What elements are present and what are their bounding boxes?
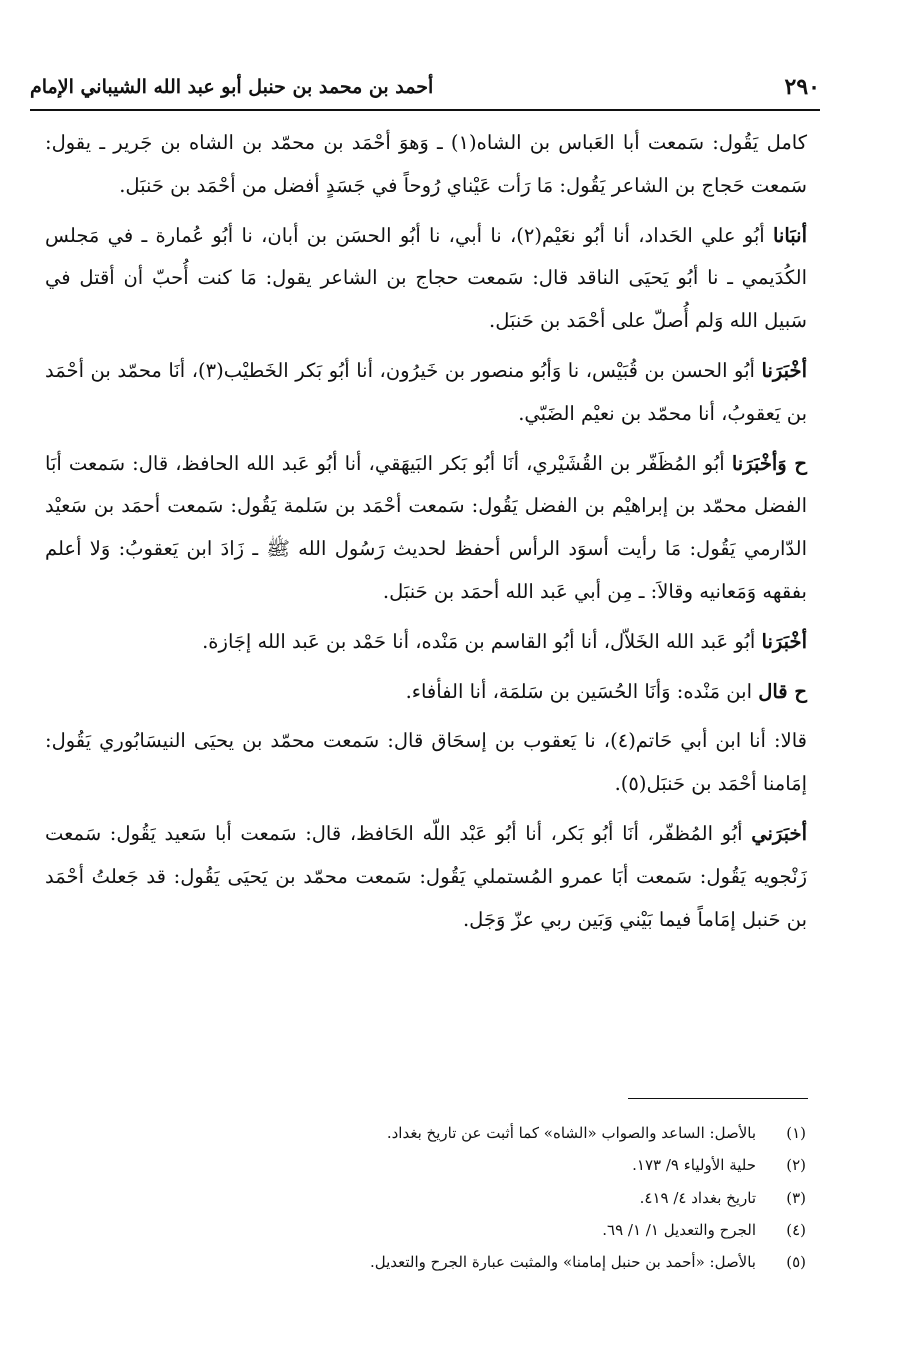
footnote [200, 1214, 806, 1246]
paragraph-text: كامل يَقُول: سَمعت أبا العَباس بن الشاه(١) ـ وَهوَ أحْمَد بن محمّد بن الشاه بن جَرير ـ يقول: سَمعت حَجاج بن الشاعر يَقُول: مَا رَأت عَيْناي رُوحاً في جَسَدٍ أفضل من أحْمَد بن حَنبَل. [45, 131, 808, 197]
page-number: ٢٩٠ [784, 74, 820, 100]
footnote-number: (١) [786, 1124, 806, 1143]
paragraph-text: أبُو المُظفّر، أنَا أبُو بَكر، أنا أبُو عَبْد اللّه الحَافظ، قال: سَمعت أبا سَعيد يَقُول: سَمعت زَنْجويه يَقُول: سَمعت أبَا عمرو المُستملي يَقُول: سَمعت محمّد بن يَحيَى يَقُول: قد جَعلتُ أحْمَد بن حَنبل إمَاماً فيما بَيْني وَبَين ربي عزّ وَجَل. [45, 821, 807, 931]
paragraph-text: أبُو عَبد الله الخَلاّل، أنا أبُو القاسم بن مَنْده، أنا حَمْد بن عَبد الله إجَازة. [202, 629, 756, 653]
footnote-number: (٢) [786, 1156, 806, 1175]
footnote-text: تاريخ بغداد ٤/ ٤١٩. [639, 1188, 756, 1207]
paragraph [45, 350, 807, 436]
paragraph [45, 621, 807, 664]
footnote [200, 1117, 806, 1149]
footnote-number: (٣) [786, 1188, 806, 1207]
footnote-text: بالأصل: الساعد والصواب «الشاه» كما أثبت عن تاريخ بغداد. [386, 1124, 756, 1143]
footnote-number: (٥) [786, 1253, 806, 1272]
paragraph [45, 671, 807, 714]
paragraph-text: ابن مَنْده: وَأنَا الحُسَين بن سَلمَة، أنا الفأفاء. [405, 679, 752, 703]
isnad-lead: أخْبَرَنا [761, 358, 807, 382]
isnad-lead: أخْبَرَنا [761, 629, 807, 653]
paragraph-text: أبُو الحسن بن قُبَيْس، نا وَأبُو منصور بن خَيرُون، أنا أبُو بَكر الخَطيْب(٣)، أنَا محمّد بن أحْمَد بن يَعقوبُ، أنا محمّد بن نعيْم الضَبّي. [45, 358, 807, 425]
footnote [200, 1246, 806, 1278]
paragraph [45, 443, 807, 614]
footnote [200, 1149, 806, 1181]
main-text [45, 122, 807, 941]
isnad-lead: أنبَانا [772, 223, 808, 247]
page-header [30, 62, 820, 106]
isnad-lead: ح قال [758, 679, 807, 703]
paragraph [45, 813, 807, 941]
isnad-lead: ح وَأخْبَرَنا [731, 451, 808, 475]
footnote-text: حلية الأولياء ٩/ ١٧٣. [632, 1156, 756, 1175]
paragraph-text: قالا: أنا ابن أبي حَاتم(٤)، نا يَعقوب بن إسحَاق قال: سَمعت محمّد بن يحيَى النيسَابُوري يَقُول: إمَامنا أحْمَد بن حَنبَل(٥). [45, 729, 807, 796]
paragraph-text: أبُو علي الحَداد، أنا أبُو نعَيْم(٢)، نا أبي، نا أبُو الحسَن بن أبان، نا أبُو عُمارة ـ في مَجلس الكُدَيمي ـ نا أبُو يَحيَى الناقد قال: سَمعت حجاج بن الشاعر يقول: مَا كنت أُحبّ أن أقتل في سَبيل الله وَلم أُصلّ على أحْمَد بن حَنبَل. [45, 223, 807, 333]
footnote-divider [628, 1098, 808, 1099]
footnote-number: (٤) [786, 1221, 806, 1240]
paragraph [45, 122, 807, 208]
paragraph [45, 720, 807, 806]
running-title: أحمد بن محمد بن حنبل أبو عبد الله الشيباني الإمام [30, 76, 434, 98]
footnote-text: الجرح والتعديل ١/ ١/ ٦٩. [602, 1221, 756, 1240]
header-divider [30, 109, 820, 111]
paragraph [45, 215, 807, 343]
footnote [200, 1182, 806, 1214]
footnote-text: بالأصل: «أحمد بن حنبل إمامنا» والمثبت عبارة الجرح والتعديل. [369, 1253, 756, 1272]
paragraph-text: أبُو المُظَفّر بن القُشَيْري، أنَا أبُو بَكر البَيهَقي، أنا أبُو عَبد الله الحافظ، قال: سَمعت أبَا الفضل محمّد بن إبراهيْم بن الفضل يَقُول: سَمعت أحْمَد بن سَلمة يَقُول: سَمعت أحمَد بن سَعيْد الدّارمي يَقُول: مَا رأيت أسوَد الرأس أحفظ لحديث رَسُول الله ﷺ ـ زَادَ ابن يَعقوبُ: وَلا أعلم بفقهه وَمَعانيه وقالاَ: ـ مِن أبي عَبد الله أحمَد بن حَنبَل. [45, 451, 807, 603]
footnotes [200, 1117, 806, 1278]
isnad-lead: أخبَرَني [751, 821, 807, 845]
